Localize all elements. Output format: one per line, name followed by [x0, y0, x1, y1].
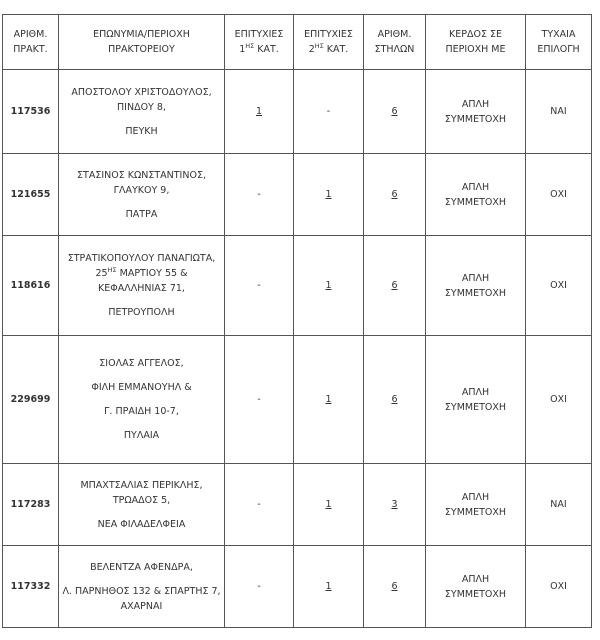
header-random: ΤΥΧΑΙΑ ΕΠΙΛΟΓΗ — [526, 15, 592, 70]
results-table-container — [2, 14, 592, 628]
first-cat-link[interactable]: 1 — [255, 106, 263, 117]
results-table — [2, 14, 592, 628]
agency-code: 117332 — [3, 546, 59, 628]
columns-link[interactable]: 6 — [391, 581, 398, 592]
header-columns: ΑΡΙΘΜ. ΣΤΗΛΩΝ — [364, 15, 426, 70]
columns-link[interactable]: 3 — [391, 499, 398, 510]
first-cat-cell: - — [225, 236, 294, 336]
gain-cell: ΑΠΛΗ ΣΥΜΜΕΤΟΧΗ — [426, 236, 526, 336]
columns-link[interactable]: 6 — [391, 280, 398, 291]
second-cat-cell — [294, 236, 364, 336]
agency-info: ΣΤΡΑΤΙΚΟΠΟΥΛΟΥ ΠΑΝΑΓΙΩΤΑ, $25^{H\Sigma}$ ΜΑΡΤΙΟΥ 55 & ΚΕΦΑΛΛΗΝΙΑΣ 71, ΠΕΤΡΟΥΠΟΛΗ — [59, 236, 225, 336]
first-cat-cell — [225, 70, 294, 154]
agency-code: 117283 — [3, 464, 59, 546]
first-cat-cell: - — [225, 546, 294, 628]
columns-cell — [364, 154, 426, 236]
random-cell: ΝΑΙ — [526, 70, 592, 154]
columns-link[interactable]: 6 — [391, 189, 398, 200]
agency-info: ΣΙΟΛΑΣ ΑΓΓΕΛΟΣ, ΦΙΛΗ ΕΜΜΑΝΟΥΗΛ & Γ. ΠΡΑΙΔΗ 10-7, ΠΥΛΑΙΑ — [59, 336, 225, 464]
second-cat-cell — [294, 546, 364, 628]
agency-info: ΣΤΑΣΙΝΟΣ ΚΩΝΣΤΑΝΤΙΝΟΣ, ΓΛΑΥΚΟΥ 9, ΠΑΤΡΑ — [59, 154, 225, 236]
second-cat-link[interactable]: 1 — [325, 581, 332, 592]
header-code: ΑΡΙΘΜ. ΠΡΑΚΤ. — [3, 15, 59, 70]
table-row — [3, 70, 592, 154]
columns-cell — [364, 546, 426, 628]
columns-cell — [364, 336, 426, 464]
random-cell: ΟΧΙ — [526, 336, 592, 464]
columns-cell — [364, 236, 426, 336]
gain-cell: ΑΠΛΗ ΣΥΜΜΕΤΟΧΗ — [426, 464, 526, 546]
agency-code: 117536 — [3, 70, 59, 154]
random-cell: ΟΧΙ — [526, 546, 592, 628]
second-cat-link[interactable]: 1 — [325, 189, 332, 200]
second-cat-link[interactable]: 1 — [325, 499, 332, 510]
second-cat-link[interactable]: 1 — [325, 394, 332, 405]
first-cat-cell: - — [225, 336, 294, 464]
columns-link[interactable]: 6 — [391, 394, 398, 405]
first-cat-cell: - — [225, 464, 294, 546]
gain-cell: ΑΠΛΗ ΣΥΜΜΕΤΟΧΗ — [426, 546, 526, 628]
table-header-row — [3, 15, 592, 70]
second-cat-cell: - — [294, 70, 364, 154]
second-cat-link[interactable]: 1 — [325, 280, 332, 291]
agency-code: 229699 — [3, 336, 59, 464]
header-gain: ΚΕΡΔΟΣ ΣΕ ΠΕΡΙΟΧΗ ΜΕ — [426, 15, 526, 70]
second-cat-cell — [294, 336, 364, 464]
header-name: ΕΠΩΝΥΜΙΑ/ΠΕΡΙΟΧΗ ΠΡΑΚΤΟΡΕΙΟΥ — [59, 15, 225, 70]
agency-info: ΑΠΟΣΤΟΛΟΥ ΧΡΙΣΤΟΔΟΥΛΟΣ, ΠΙΝΔΟΥ 8, ΠΕΥΚΗ — [59, 70, 225, 154]
agency-code: 121655 — [3, 154, 59, 236]
agency-info: ΒΕΛΕΝΤΖΑ ΑΦΕΝΔΡΑ, Λ. ΠΑΡΝΗΘΟΣ 132 & ΣΠΑΡΤΗΣ 7, ΑΧΑΡΝΑΙ — [59, 546, 225, 628]
table-row — [3, 464, 592, 546]
table-row — [3, 236, 592, 336]
agency-code: 118616 — [3, 236, 59, 336]
table-row — [3, 546, 592, 628]
agency-info: ΜΠΑΧΤΣΑΛΙΑΣ ΠΕΡΙΚΛΗΣ, ΤΡΩΑΔΟΣ 5, ΝΕΑ ΦΙΛΑΔΕΛΦΕΙΑ — [59, 464, 225, 546]
gain-cell: ΑΠΛΗ ΣΥΜΜΕΤΟΧΗ — [426, 70, 526, 154]
header-second-cat: ΕΠΙΤΥΧΙΕΣ $2^{H\Sigma}$ ΚΑΤ. — [294, 15, 364, 70]
columns-link[interactable]: 6 — [391, 106, 398, 117]
columns-cell — [364, 70, 426, 154]
random-cell: ΟΧΙ — [526, 236, 592, 336]
random-cell: ΟΧΙ — [526, 154, 592, 236]
first-cat-cell: - — [225, 154, 294, 236]
second-cat-cell — [294, 154, 364, 236]
random-cell: ΝΑΙ — [526, 464, 592, 546]
table-row — [3, 154, 592, 236]
columns-cell — [364, 464, 426, 546]
header-first-cat: ΕΠΙΤΥΧΙΕΣ $1^{H\Sigma}$ ΚΑΤ. — [225, 15, 294, 70]
table-row — [3, 336, 592, 464]
gain-cell: ΑΠΛΗ ΣΥΜΜΕΤΟΧΗ — [426, 154, 526, 236]
gain-cell: ΑΠΛΗ ΣΥΜΜΕΤΟΧΗ — [426, 336, 526, 464]
second-cat-cell — [294, 464, 364, 546]
